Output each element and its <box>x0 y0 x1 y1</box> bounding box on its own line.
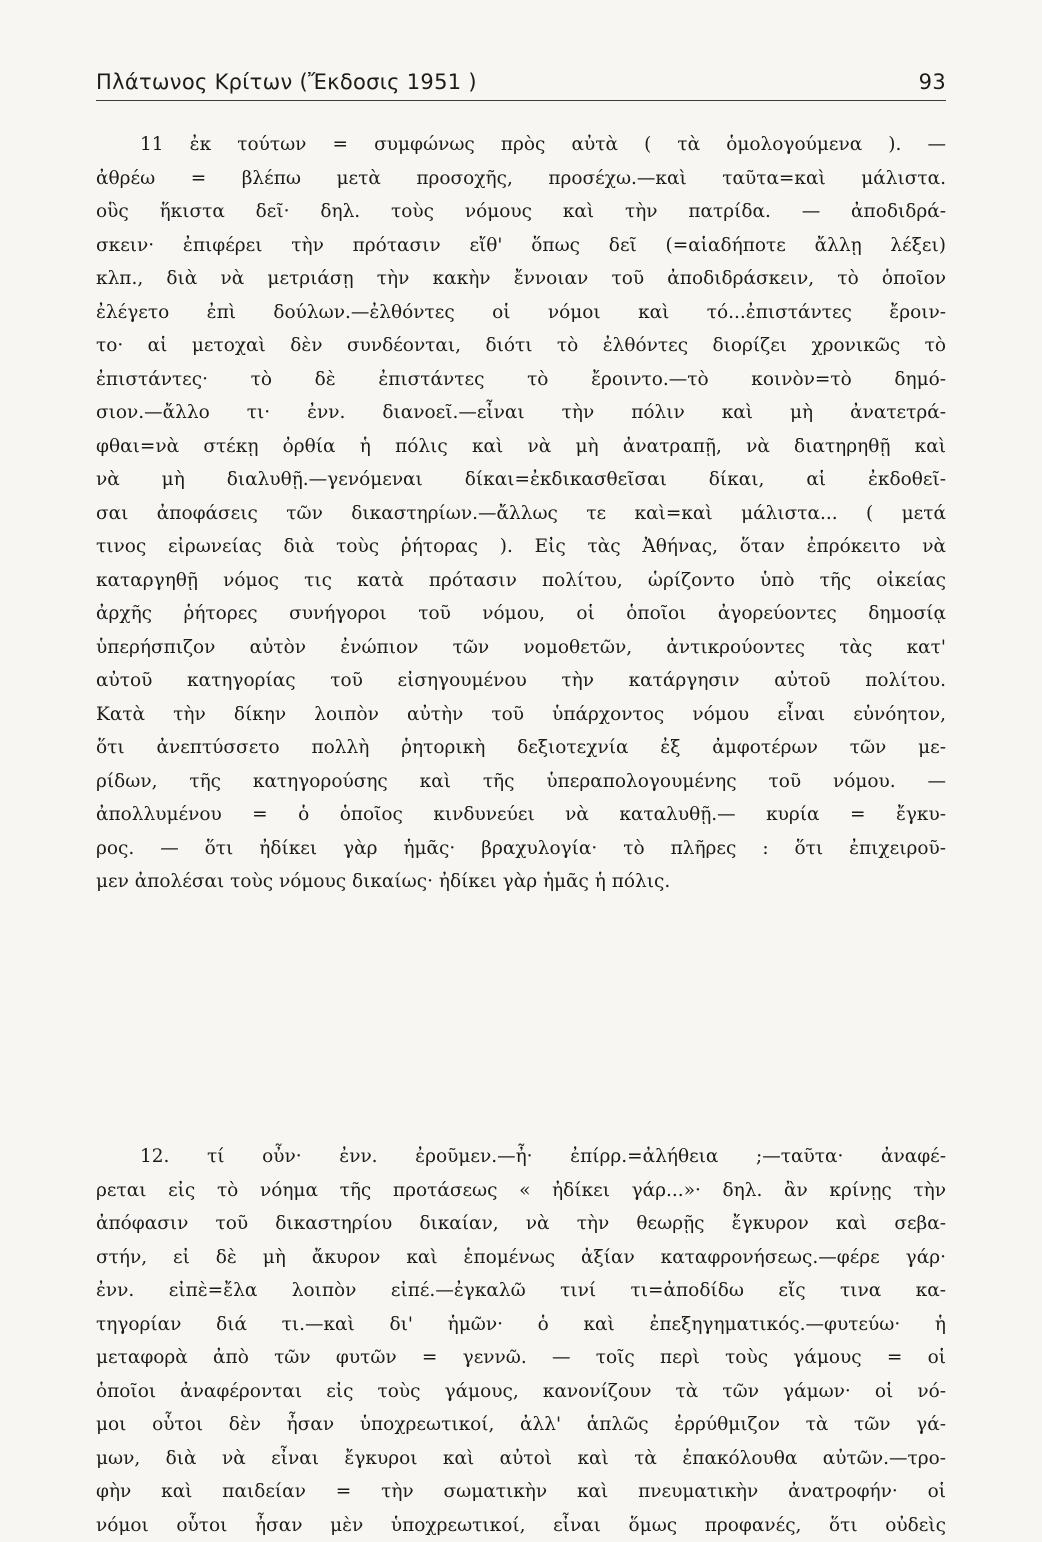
text-line: ἀπολλυμένου = ὁ ὁποῖος κινδυνεύει νὰ καταλυθῇ.— κυρία = ἔγκυ- <box>96 798 946 832</box>
text-line: ἐπιστάντες· τὸ δὲ ἐπιστάντες τὸ ἔροιντο.—τὸ κοινὸν=τὸ δημό- <box>96 363 946 397</box>
page-number: 93 <box>919 70 946 94</box>
text-line: ὅτι ἀνεπτύσσετο πολλὴ ῥητορικὴ δεξιοτεχνία ἐξ ἀμφοτέρων τῶν με- <box>96 731 946 765</box>
text-line: ρεται εἰς τὸ νόημα τῆς προτάσεως « ἠδίκει γάρ...»· δηλ. ἂν κρίνῃς τὴν <box>96 1174 946 1208</box>
section-12 <box>96 1140 946 1542</box>
text-line: ἀπόφασιν τοῦ δικαστηρίου δικαίαν, νὰ τὴν θεωρῇς ἔγκυρον καὶ σεβα- <box>96 1207 946 1241</box>
text-line: ὑπερήσπιζον αὐτὸν ἐνώπιον τῶν νομοθετῶν, ἀντικρούοντες τὰς κατ' <box>96 631 946 665</box>
text-line: τινος εἰρωνείας διὰ τοὺς ῥήτορας ). Εἰς τὰς Ἀθήνας, ὅταν ἐπρόκειτο νὰ <box>96 530 946 564</box>
text-line: καταργηθῇ νόμος τις κατὰ πρότασιν πολίτου, ὡρίζοντο ὑπὸ τῆς οἰκείας <box>96 564 946 598</box>
header-title: Πλάτωνος Κρίτων (Ἔκδοσις 1951 ) <box>96 70 477 94</box>
text-line: το· αἱ μετοχαὶ δὲν συνδέονται, διότι τὸ ἐλθόντες διορίζει χρονικῶς τὸ <box>96 329 946 363</box>
text-line: ἀρχῆς ῥήτορες συνήγοροι τοῦ νόμου, οἱ ὁποῖοι ἀγορεύοντες δημοσίᾳ <box>96 597 946 631</box>
text-line: 11 ἐκ τούτων = συμφώνως πρὸς αὐτὰ ( τὰ ὁμολογούμενα ). — <box>96 128 946 162</box>
text-line: τηγορίαν διά τι.—καὶ δι' ἡμῶν· ὁ καὶ ἐπεξηγηματικός.—φυτεύω· ἡ <box>96 1308 946 1342</box>
header-rule <box>96 100 946 101</box>
text-line: φθαι=νὰ στέκῃ ὀρθία ἡ πόλις καὶ νὰ μὴ ἀνατραπῇ, νὰ διατηρηθῇ καὶ <box>96 430 946 464</box>
text-line: μεταφορὰ ἀπὸ τῶν φυτῶν = γεννῶ. — τοῖς περὶ τοὺς γάμους = οἱ <box>96 1341 946 1375</box>
text-line: μων, διὰ νὰ εἶναι ἔγκυροι καὶ αὐτοὶ καὶ τὰ ἐπακόλουθα αὐτῶν.—τρο- <box>96 1442 946 1476</box>
text-line: ρίδων, τῆς κατηγορούσης καὶ τῆς ὑπεραπολογουμένης τοῦ νόμου. — <box>96 765 946 799</box>
text-line: μεν ἀπολέσαι τοὺς νόμους δικαίως· ἠδίκει γὰρ ἡμᾶς ἡ πόλις. <box>96 865 946 899</box>
text-line: ρος. — ὅτι ἠδίκει γὰρ ἡμᾶς· βραχυλογία· τὸ πλῆρες : ὅτι ἐπιχειροῦ- <box>96 832 946 866</box>
text-line: σαι ἀποφάσεις τῶν δικαστηρίων.—ἄλλως τε καὶ=καὶ μάλιστα... ( μετά <box>96 497 946 531</box>
text-line: ἀθρέω = βλέπω μετὰ προσοχῆς, προσέχω.—καὶ ταῦτα=καὶ μάλιστα. <box>96 162 946 196</box>
text-line: σιον.—ἄλλο τι· ἐνν. διανοεῖ.—εἶναι τὴν πόλιν καὶ μὴ ἀνατετρά- <box>96 396 946 430</box>
text-line: ἐνν. εἰπὲ=ἔλα λοιπὸν εἰπέ.—ἐγκαλῶ τινί τι=ἀποδίδω εἴς τινα κα- <box>96 1274 946 1308</box>
text-line: αὐτοῦ κατηγορίας τοῦ εἰσηγουμένου τὴν κατάργησιν αὐτοῦ πολίτου. <box>96 664 946 698</box>
text-line: 12. τί οὖν· ἐνν. ἐροῦμεν.—ἦ· ἐπίρρ.=ἀλήθεια ;—ταῦτα· ἀναφέ- <box>96 1140 946 1174</box>
running-header <box>96 70 946 94</box>
text-line: ἐλέγετο ἐπὶ δούλων.—ἐλθόντες οἱ νόμοι καὶ τό...ἐπιστάντες ἔροιν- <box>96 296 946 330</box>
text-line: σκειν· ἐπιφέρει τὴν πρότασιν εἴθ' ὅπως δεῖ (=αἱαδήποτε ἄλλῃ λέξει) <box>96 229 946 263</box>
text-line: στήν, εἰ δὲ μὴ ἄκυρον καὶ ἑπομένως ἀξίαν καταφρονήσεως.—φέρε γάρ· <box>96 1241 946 1275</box>
text-line: φὴν καὶ παιδείαν = τὴν σωματικὴν καὶ πνευματικὴν ἀνατροφήν· οἱ <box>96 1475 946 1509</box>
section-11 <box>96 128 946 899</box>
text-line: νὰ μὴ διαλυθῇ.—γενόμεναι δίκαι=ἐκδικασθεῖσαι δίκαι, αἱ ἐκδοθεῖ- <box>96 463 946 497</box>
text-line: μοι οὗτοι δὲν ἦσαν ὑποχρεωτικοί, ἀλλ' ἁπλῶς ἐρρύθμιζον τὰ τῶν γά- <box>96 1408 946 1442</box>
text-line: Κατὰ τὴν δίκην λοιπὸν αὐτὴν τοῦ ὑπάρχοντος νόμου εἶναι εὐνόητον, <box>96 698 946 732</box>
text-line: ὁποῖοι ἀναφέρονται εἰς τοὺς γάμους, κανονίζουν τὰ τῶν γάμων· οἱ νό- <box>96 1375 946 1409</box>
text-line: κλπ., διὰ νὰ μετριάσῃ τὴν κακὴν ἔννοιαν τοῦ ἀποδιδράσκειν, τὸ ὁποῖον <box>96 262 946 296</box>
text-line: οὓς ἥκιστα δεῖ· δηλ. τοὺς νόμους καὶ τὴν πατρίδα. — ἀποδιδρά- <box>96 195 946 229</box>
text-line: νόμοι οὗτοι ἦσαν μὲν ὑποχρεωτικοί, εἶναι ὅμως προφανές, ὅτι οὐδεὶς <box>96 1509 946 1542</box>
